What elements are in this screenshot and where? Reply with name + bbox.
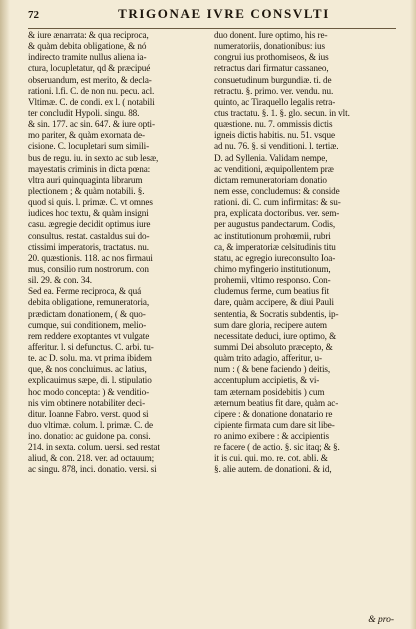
text-line: bus de regu. iu. in sexto ac sub lesæ, [28,152,159,163]
text-line: consultus. restat. castaldus sui do- [28,230,150,241]
text-line: te. ac D. solu. ma. vt prima ibidem [28,353,152,364]
text-line: ctus tractatu. §. 1. §. glo. secun. in vlt. [214,107,350,118]
text-line: cisione. C. locupletari sum simili- [28,141,150,152]
text-line: cipiente firmata cum dare sit libe- [214,419,335,430]
text-line: cumque, sui conditionem, melio- [28,319,147,330]
page-number: 72 [28,9,39,21]
text-line: hoc modo concepta: ) & venditio- [28,386,150,397]
text-line: ac venditioni, æquipollentem præ [214,163,334,174]
text-line: iudices hoc textu, & quàm insigni [28,208,149,219]
right-column [214,30,396,618]
text-line: statu, ac egregio iureconsulto Ioa- [214,252,336,263]
text-line: mo pariter, & quàm exornata de- [28,130,145,141]
text-line: summi Dei absoluto præcepto, & [214,341,333,352]
text-line: congrui ius prothomiseos, & ius [214,52,329,63]
running-title: TRIGONAE IVRE CONSVLTI [118,6,330,21]
text-line: quàm trito adagio, afferitur, u- [214,353,323,364]
text-line: accentuplum accipietis, & vi- [214,375,320,386]
text-line: ctura, locupletatur, qd & præcipué [28,63,151,74]
text-line: & quàm debita obligatione, & nó [28,41,147,52]
text-line: aliud, & con. 218. ver. ad octauum; [28,453,155,464]
text-line: explicauimus sæpe, di. l. stipulatio [28,375,152,386]
text-line: prohemii, vltimo responso. Con- [214,275,331,286]
text-line: Sed ea. Ferme reciproca, & quá [28,286,142,297]
text-line: æternum beatius fit dare, quàm ac- [214,397,339,408]
text-line: obseruandum, est merito, & decla- [28,74,152,85]
text-line: dictam remuneratoriam donatio [214,174,327,185]
text-line: sil. 29. & con. 34. [28,275,92,286]
text-line: casu. ægregie decidit optimus iure [28,219,151,230]
text-line: num : ( & bene faciendo ) deitis, [214,364,331,375]
text-line: quod si quis. l. primæ. C. vt omnes [28,197,153,208]
text-line: chimo myfingerio institutionum, [214,263,331,274]
text-line: rationi. di. C. cum infirmitas: & su- [214,197,341,208]
text-line: tam æternam posidebitis ) cum [214,386,325,397]
text-line: debita obligatione, remuneratoria, [28,297,150,308]
text-line: plectionem ; & quàm notabili. §. [28,185,145,196]
text-line: nis vim obtinere notabiliter deci- [28,397,146,408]
text-line: retractu. §. primo. ver. vendu. nu. [214,85,334,96]
text-line: ro animo exibere : & accipientis [214,431,329,442]
text-line: ac singu. 878, inci. donatio. versi. si [28,464,157,475]
text-line: ditur. Ioanne Fabro. verst. quod si [28,408,149,419]
text-line: pra, explicata doctoribus. ver. sem- [214,208,340,219]
text-line: que, & nos concluimus. ac latius, [28,364,147,375]
text-line: necessitate deduci, iure optimo, & [214,330,337,341]
text-line: per augustus pandectarum. Codis, [214,219,336,230]
catchword: & pro- [368,615,394,625]
text-line: cipere : & donatione donatario re [214,408,333,419]
text-line: 20. quæstionis. 118. ac nos firmaui [28,252,153,263]
text-line: rem reddere exoptantes vt vulgate [28,330,150,341]
text-line: nem esse, concludemus: & conside [214,185,340,196]
text-line: quinto, ac Tiraquello legalis retra- [214,96,336,107]
text-line: mus, consilio rum nostrorum. con [28,263,149,274]
text-line: ctissimi imperatoris, tractatus. nu. [28,241,149,252]
text-line: numeratoriis, donationibus: ius [214,41,325,52]
left-column [28,30,206,618]
text-line: ad nu. 76. §. si venditioni. l. tertiæ. [214,141,339,152]
text-line: quæstione. nu. 7. ommissis dictis [214,119,333,130]
text-line: duo vltimæ. colum. l. primæ. C. de [28,419,153,430]
text-line: retractus dari firmatur cassaneo, [214,63,329,74]
text-line: igneis dictis habitis. nu. 51. vsque [214,130,335,141]
text-line: & iure ænarrata: & qua reciproca, [28,30,149,40]
text-columns [28,30,396,618]
text-line: 214. in sexta. colum. uersi. sed restat [28,442,160,453]
text-line: ca, & imperatoriæ celsitudinis titu [214,241,336,252]
text-line: cludemus ferme, cum beatius fit [214,286,330,297]
text-line: vltra auri quinquaginta librarum [28,174,143,185]
text-line: sententia, & Socratis subdentis, ip- [214,308,339,319]
text-line: consuetudinum burgundiæ. ti. de [214,74,332,85]
text-line: it is cui. qui. mo. re. cot. abli. & [214,453,328,464]
text-line: dare, quàm accipere, & diui Pauli [214,297,334,308]
text-line: ter concludit Hypoli. singu. 88. [28,107,140,118]
text-line: sum dare gloria, recipere autem [214,319,327,330]
text-line: D. ad Syllenia. Validam nempe, [214,152,328,163]
text-line: mayestatis criminis in dicta pœna: [28,163,151,174]
text-line: duo donent. Iure optimo, his re- [214,30,328,40]
text-line: afferitur. l. si defunctus. C. arbi. tu- [28,341,154,352]
text-line: indirecto tramite nullus aliena ia- [28,52,147,63]
text-line: & sin. 177. ac sin. 647. & iure opti- [28,119,155,130]
text-line: ino. donatio: ac guidone pa. consi. [28,431,151,442]
text-line: re facere ( de actio. §. sic itaq; & §. [214,442,340,453]
page-header [28,6,396,29]
text-line: Vltimæ. C. de condi. ex l. ( notabili [28,96,155,107]
text-line: ac institutionum prohœmii, rubri [214,230,331,241]
text-line: §. alie autem. de donationi. & id, [214,464,332,475]
text-line: rationi. l.fi. C. de non nu. pecu. acl. [28,85,155,96]
text-line: prædictam donationem, ( & quo- [28,308,146,319]
